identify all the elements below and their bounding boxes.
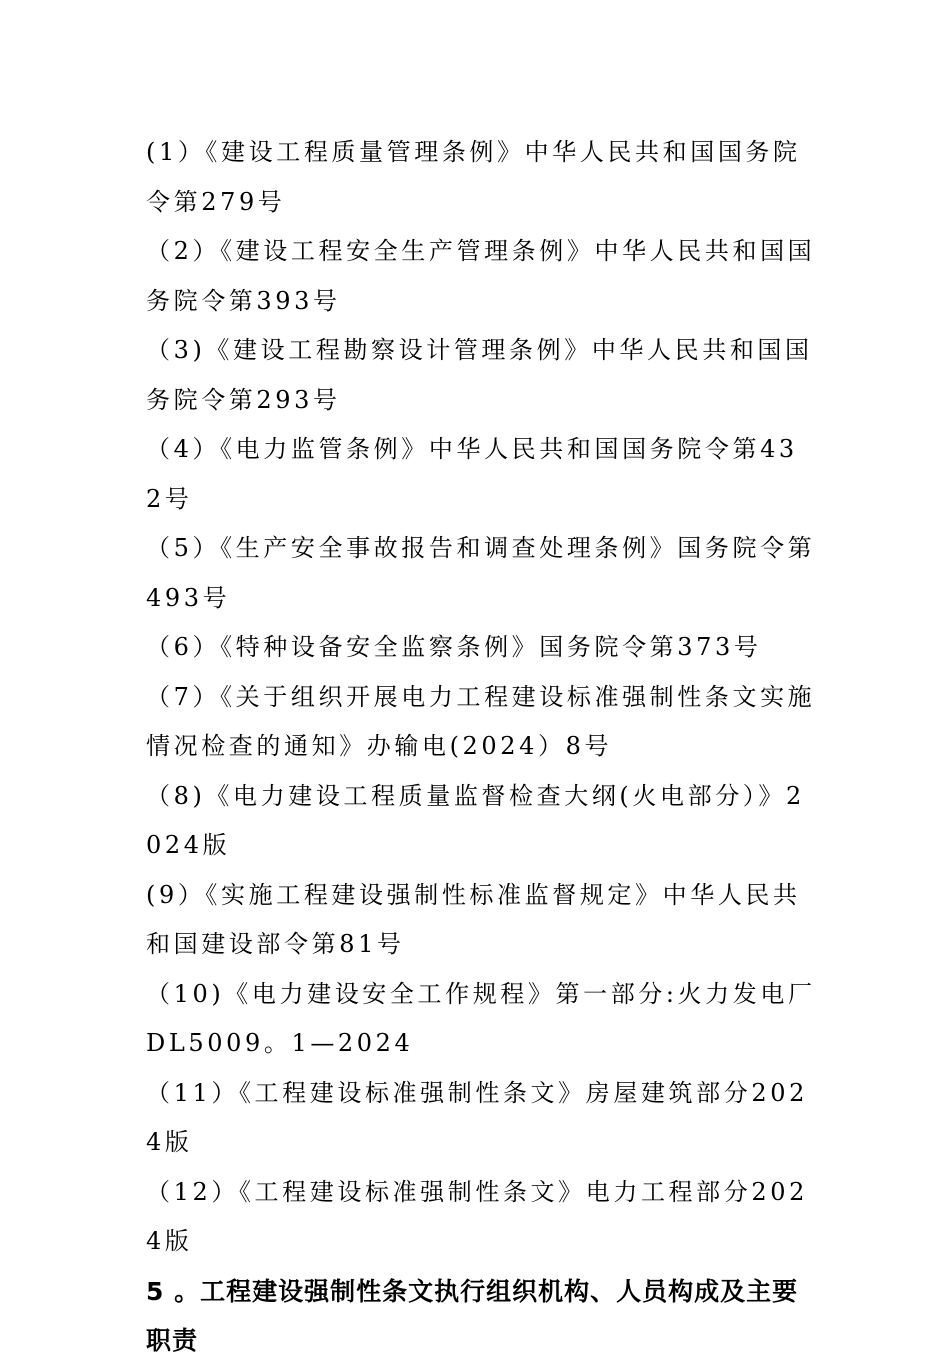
reference-item-3: （3)《建设工程勘察设计管理条例》中华人民共和国国务院令第293号 (146, 336, 813, 414)
reference-item-4: （4）《电力监管条例》中华人民共和国国务院令第432号 (146, 435, 798, 513)
section-heading: 5 。工程建设强制性条文执行组织机构、人员构成及主要职责 (146, 1276, 799, 1355)
reference-item-9: (9）《实施工程建设强制性标准监督规定》中华人民共和国建设部令第81号 (146, 880, 801, 958)
reference-item-1: (1）《建设工程质量管理条例》中华人民共和国国务院令第279号 (146, 138, 801, 216)
document-content (146, 128, 816, 1366)
reference-item-10: （10)《电力建设安全工作规程》第一部分:火力发电厂DL5009。1—2024 (146, 979, 816, 1057)
reference-item-11: （11）《工程建设标准强制性条文》房屋建筑部分2024版 (146, 1078, 808, 1156)
reference-item-8: （8)《电力建设工程质量监督检查大纲(火电部分）》2024版 (146, 781, 805, 859)
reference-item-6: （6）《特种设备安全监察条例》国务院令第373号 (146, 633, 762, 661)
reference-item-2: （2）《建设工程安全生产管理条例》中华人民共和国国务院令第393号 (146, 237, 816, 315)
reference-item-7: （7）《关于组织开展电力工程建设标准强制性条文实施情况检查的通知》办输电(2024）8号 (146, 682, 816, 760)
reference-item-12: （12）《工程建设标准强制性条文》电力工程部分2024版 (146, 1177, 808, 1255)
reference-item-5: （5）《生产安全事故报告和调查处理条例》国务院令第493号 (146, 534, 816, 612)
